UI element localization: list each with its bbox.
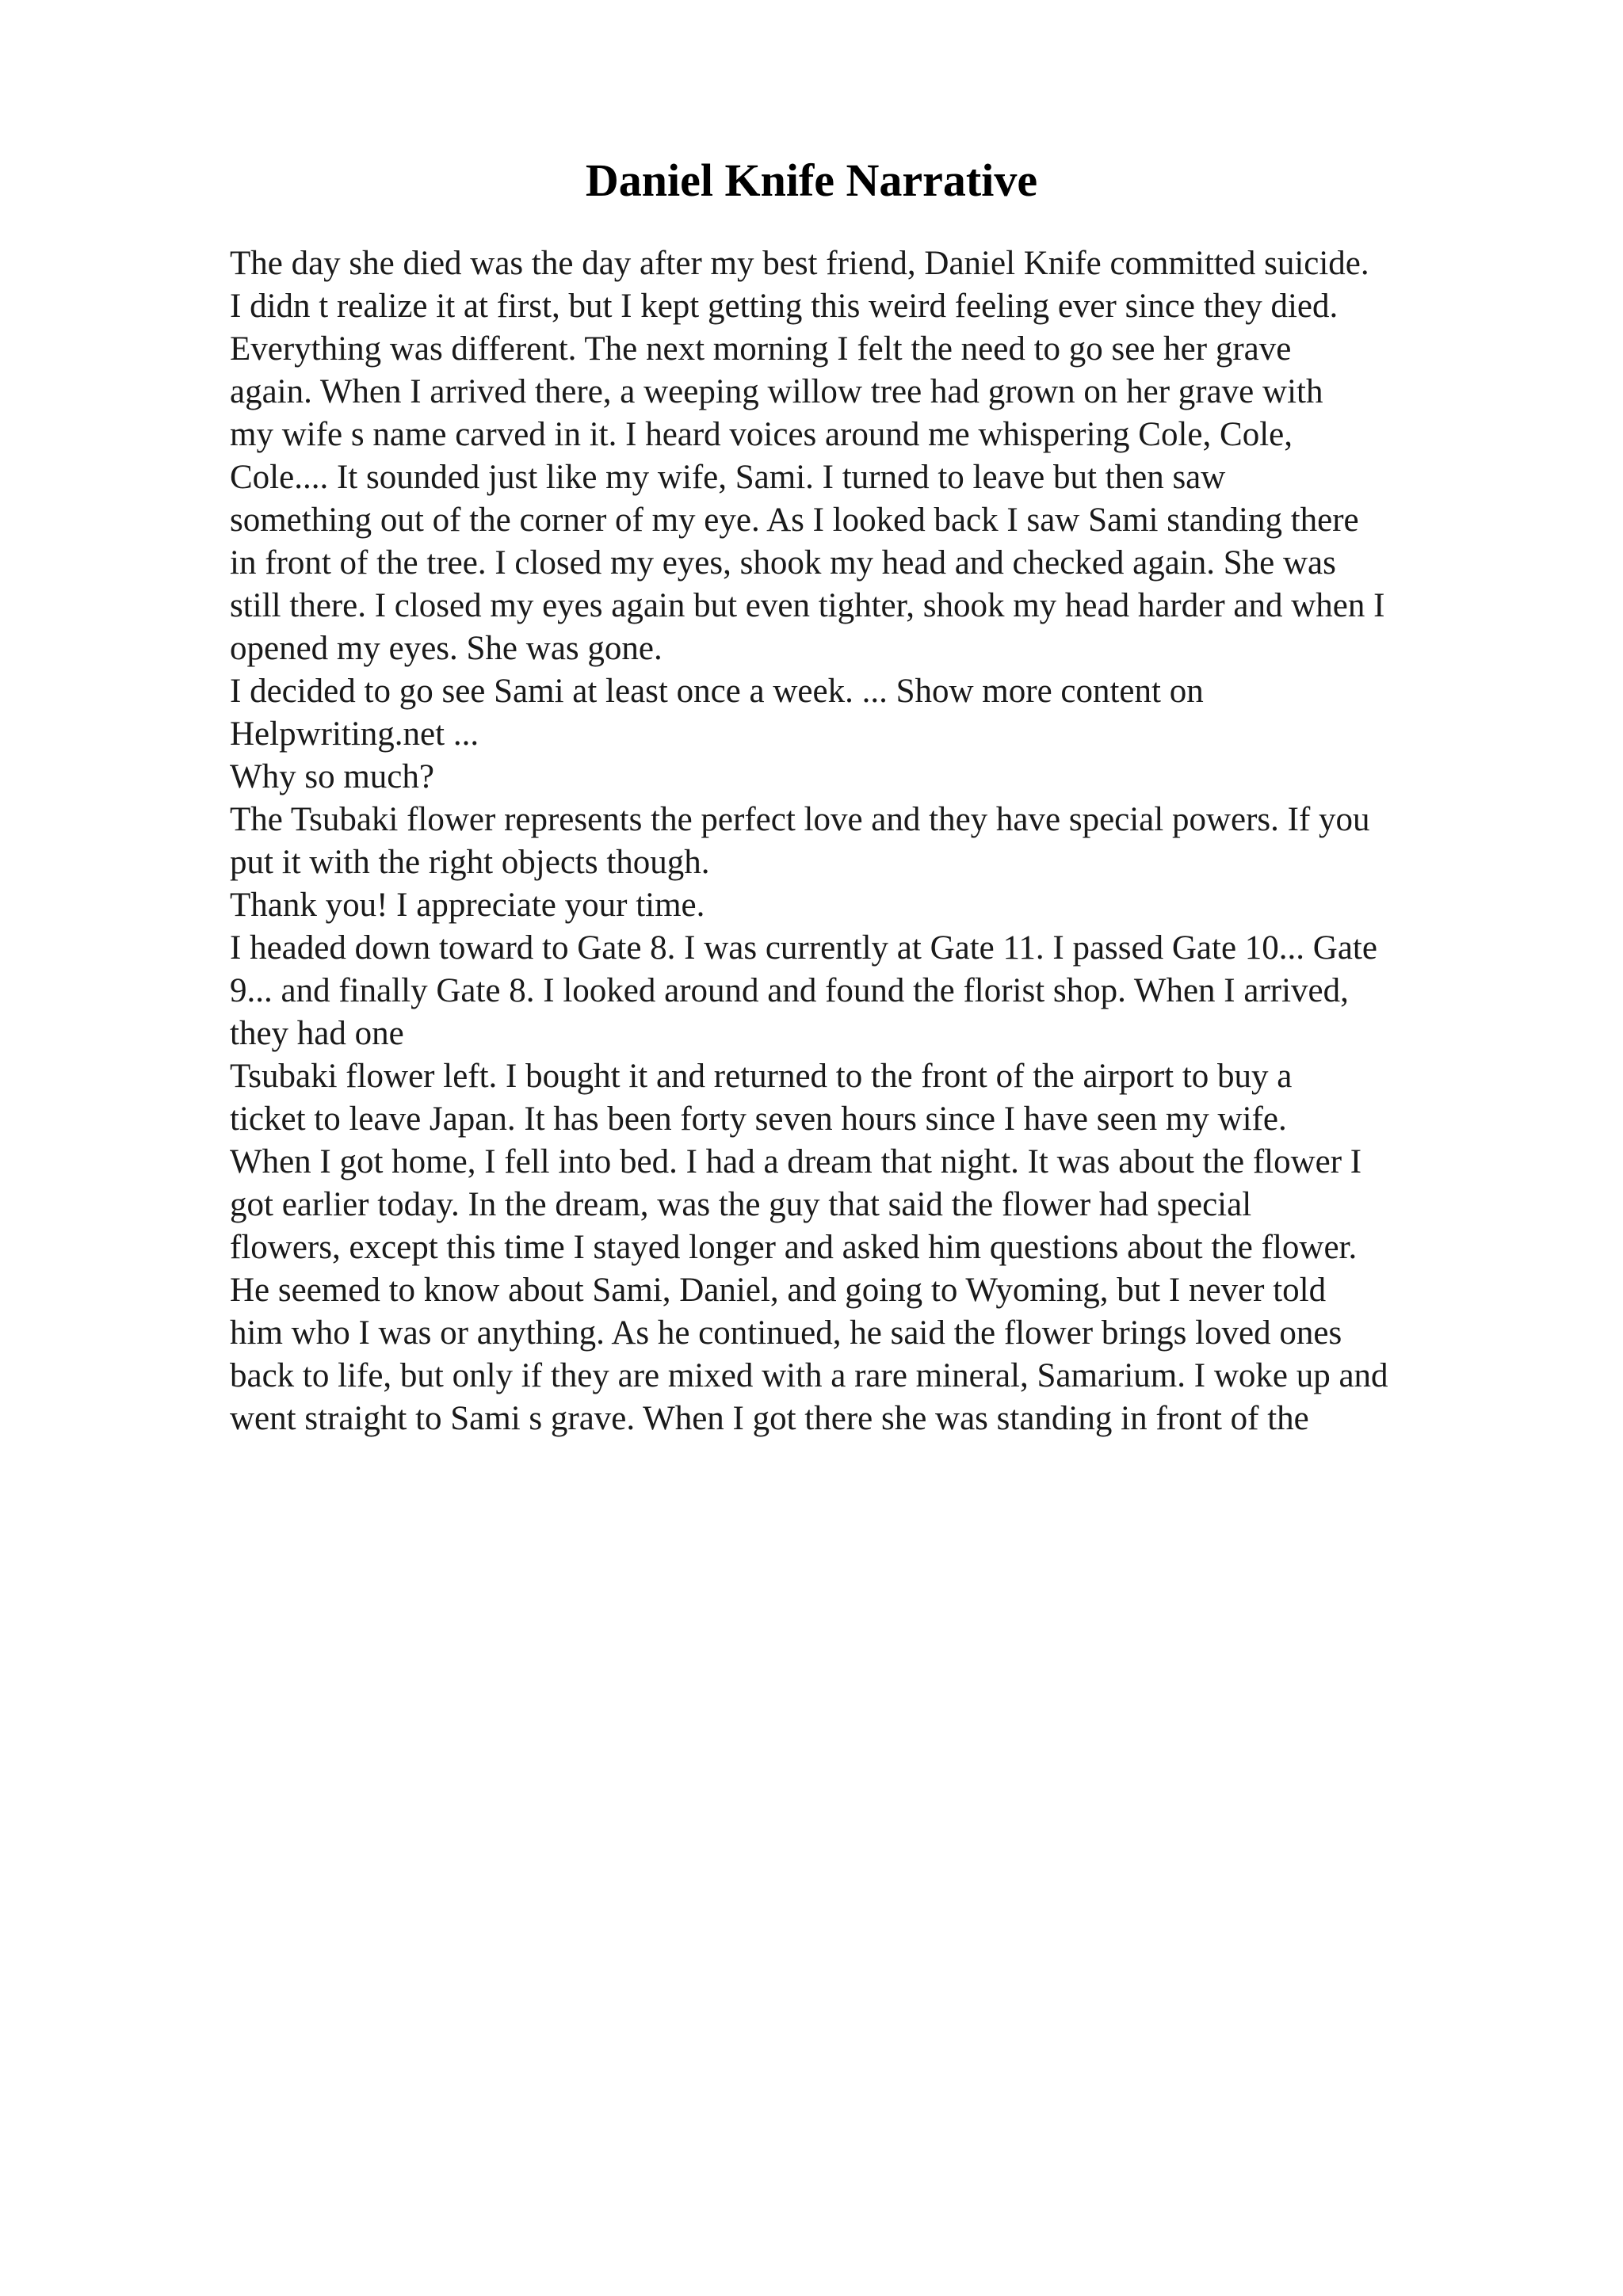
text-line: I decided to go see Sami at least once a week. ... Show more content on <box>230 673 1204 710</box>
text-line: flowers, except this time I stayed longer and asked him questions about the flower. <box>230 1229 1358 1266</box>
text-line: Helpwriting.net ... <box>230 715 479 753</box>
text-line: He seemed to know about Sami, Daniel, and going to Wyoming, but I never told <box>230 1272 1327 1309</box>
text-line: I didn t realize it at first, but I kept getting this weird feeling ever since they died. <box>230 288 1338 325</box>
document-body <box>230 242 1577 1440</box>
text-line: put it with the right objects though. <box>230 844 710 881</box>
text-line: they had one <box>230 1015 404 1052</box>
text-line: got earlier today. In the dream, was the guy that said the flower had special <box>230 1186 1252 1223</box>
text-line: Tsubaki flower left. I bought it and returned to the front of the airport to buy a <box>230 1058 1293 1095</box>
text-line: still there. I closed my eyes again but even tighter, shook my head harder and when I <box>230 587 1385 624</box>
text-line: The day she died was the day after my best friend, Daniel Knife committed suicide. <box>230 245 1369 282</box>
text-line: When I got home, I fell into bed. I had a dream that night. It was about the flower I <box>230 1143 1362 1180</box>
document-title: Daniel Knife Narrative <box>585 154 1038 206</box>
text-line: back to life, but only if they are mixed with a rare mineral, Samarium. I woke up and <box>230 1357 1388 1394</box>
text-line: again. When I arrived there, a weeping willow tree had grown on her grave with <box>230 373 1323 410</box>
text-line: The Tsubaki flower represents the perfect love and they have special powers. If you <box>230 801 1370 838</box>
text-line: Everything was different. The next morning I felt the need to go see her grave <box>230 330 1292 368</box>
text-line: went straight to Sami s grave. When I got there she was standing in front of the <box>230 1400 1309 1437</box>
text-line: opened my eyes. She was gone. <box>230 630 663 667</box>
text-line: in front of the tree. I closed my eyes, shook my head and checked again. She was <box>230 544 1336 582</box>
text-line: my wife s name carved in it. I heard voices around me whispering Cole, Cole, <box>230 416 1293 453</box>
text-line: him who I was or anything. As he continued, he said the flower brings loved ones <box>230 1314 1342 1352</box>
text-line: I headed down toward to Gate 8. I was currently at Gate 11. I passed Gate 10... Gate <box>230 929 1377 967</box>
text-line: 9... and finally Gate 8. I looked around and found the florist shop. When I arrived, <box>230 972 1349 1009</box>
text-line: Thank you! I appreciate your time. <box>230 887 705 924</box>
text-line: something out of the corner of my eye. As I looked back I saw Sami standing there <box>230 502 1359 539</box>
text-line: ticket to leave Japan. It has been forty seven hours since I have seen my wife. <box>230 1100 1287 1138</box>
text-line: Why so much? <box>230 758 434 795</box>
text-line: Cole.... It sounded just like my wife, Sami. I turned to leave but then saw <box>230 459 1226 496</box>
